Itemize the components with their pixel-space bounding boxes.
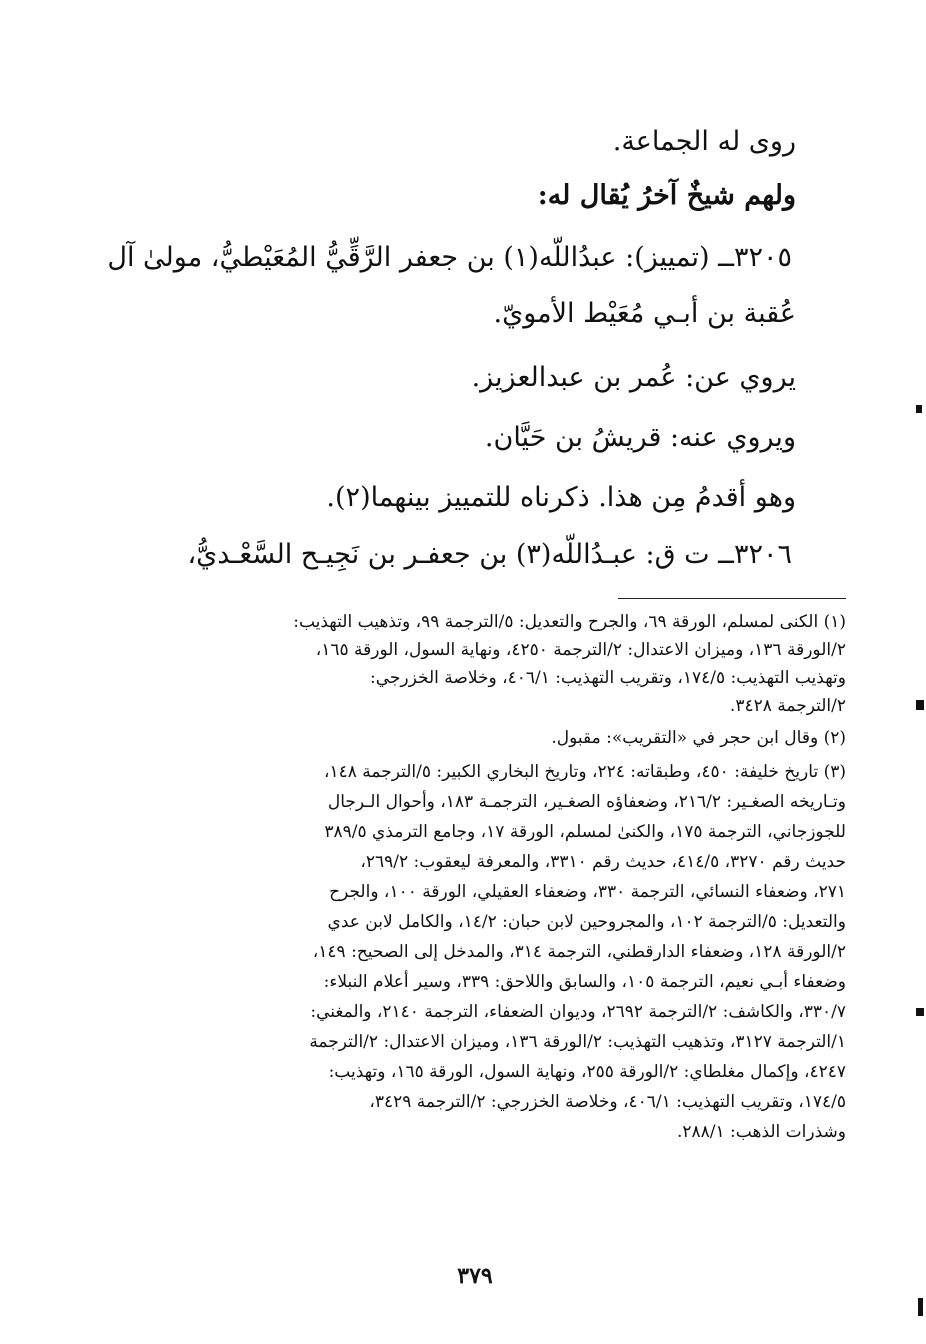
main-text-line: عُقبة بن أبـي مُعَيْط الأمويّ. (493, 298, 796, 329)
footnote-line: للجوزجاني، الترجمة ١٧٥، والكنىٰ لمسلم، الورقة ١٧، وجامع الترمذي ٣٨٩/٥ (324, 822, 846, 842)
footnote-line: (٣) تاريخ خليفة: ٤٥٠، وطبقاته: ٢٢٤، وتاريخ البخاري الكبير: ٥/الترجمة ١٤٨، (323, 762, 846, 782)
footnote-line: ٢٧١، وضعفاء النسائي، الترجمة ٣٣٠، وضعفاء العقيلي، الورقة ١٠٠، والجرح (329, 882, 846, 902)
scan-mark (916, 405, 922, 413)
main-text-heading: ولهم شيخٌ آخرُ يُقال له: (537, 180, 796, 211)
main-text-line: وهو أقدمُ مِن هذا. ذكرناه للتمييز بينهما(٢). (326, 482, 796, 513)
footnote-line: وشذرات الذهب: ٢٨٨/١. (676, 1122, 846, 1142)
entry-3205-heading: ٣٢٠٥ــ (تمييز): عبدُاللّه(١) بن جعفر الرَّقِّيُّ المُعَيْطيُّ، مولىٰ آل (107, 242, 792, 273)
footnote-line: ١/الترجمة ٣١٢٧، وتذهيب التهذيب: ٢/الورقة ١٣٦، وميزان الاعتدال: ٢/الترجمة (309, 1032, 846, 1052)
footnote-line: ٢/الورقة ١٢٨، وضعفاء الدارقطني، الترجمة ٣١٤، والمدخل إلى الصحيح: ١٤٩، (312, 942, 846, 962)
footnote-line: وضعفاء أبـي نعيم، الترجمة ١٠٥، والسابق واللاحق: ٣٣٩، وسير أعلام النبلاء: (323, 972, 846, 992)
footnote-line: ٤٢٤٧، وإكمال مغلطاي: ٢/الورقة ٢٥٥، ونهاية السول، الورقة ١٦٥، وتهذيب: (328, 1062, 846, 1082)
entry-3206-heading: ٣٢٠٦ــ ت ق: عبـدُاللّه(٣) بن جعفـر بن نَجِيـح السَّعْـديُّ، (187, 539, 792, 570)
page-number: ٣٧٩ (457, 1263, 493, 1289)
footnote-line: ٢/الورقة ١٣٦، وميزان الاعتدال: ٢/الترجمة ٤٢٥٠، ونهاية السول، الورقة ١٦٥، (315, 640, 846, 660)
scan-mark (918, 1298, 923, 1316)
footnote-line: حديث رقم ٣٢٧٠، ٤١٤/٥، حديث رقم ٣٣١٠، والمعرفة ليعقوب: ٢٦٩/٢، (360, 852, 846, 872)
footnote-line: (٢) وقال ابن حجر في «التقريب»: مقبول. (551, 728, 846, 748)
narrated-by-line: ويروي عنه: قريشُ بن حَيَّان. (484, 422, 796, 453)
footnote-line: ١٧٤/٥، وتقريب التهذيب: ٤٠٦/١، وخلاصة الخزرجي: ٢/الترجمة ٣٤٢٩، (369, 1092, 846, 1112)
scan-mark (916, 1008, 924, 1016)
footnote-line: وتـاريخه الصغـير: ٢١٦/٢، وضعفاؤه الصغـير، الترجمـة ١٨٣، وأحوال الـرجال (327, 792, 846, 812)
footnote-separator (618, 598, 846, 599)
footnote-line: ٢/الترجمة ٣٤٢٨. (729, 696, 846, 716)
scan-mark (916, 700, 924, 710)
footnote-line: ٣٣٠/٧، والكاشف: ٢/الترجمة ٢٦٩٢، وديوان الضعفاء، الترجمة ٢١٤٠، والمغني: (310, 1002, 846, 1022)
footnote-line: وتهذيب التهذيب: ١٧٤/٥، وتقريب التهذيب: ٤٠٦/١، وخلاصة الخزرجي: (370, 668, 846, 688)
main-text-line: روى له الجماعة. (612, 126, 796, 157)
footnote-line: (١) الكنى لمسلم، الورقة ٦٩، والجرح والتعديل: ٥/الترجمة ٩٩، وتذهيب التهذيب: (293, 612, 846, 632)
narrates-from-line: يروي عن: عُمر بن عبدالعزيز. (471, 362, 796, 393)
footnote-line: والتعديل: ٥/الترجمة ١٠٢، والمجروحين لابن حبان: ١٤/٢، والكامل لابن عدي (327, 912, 846, 932)
